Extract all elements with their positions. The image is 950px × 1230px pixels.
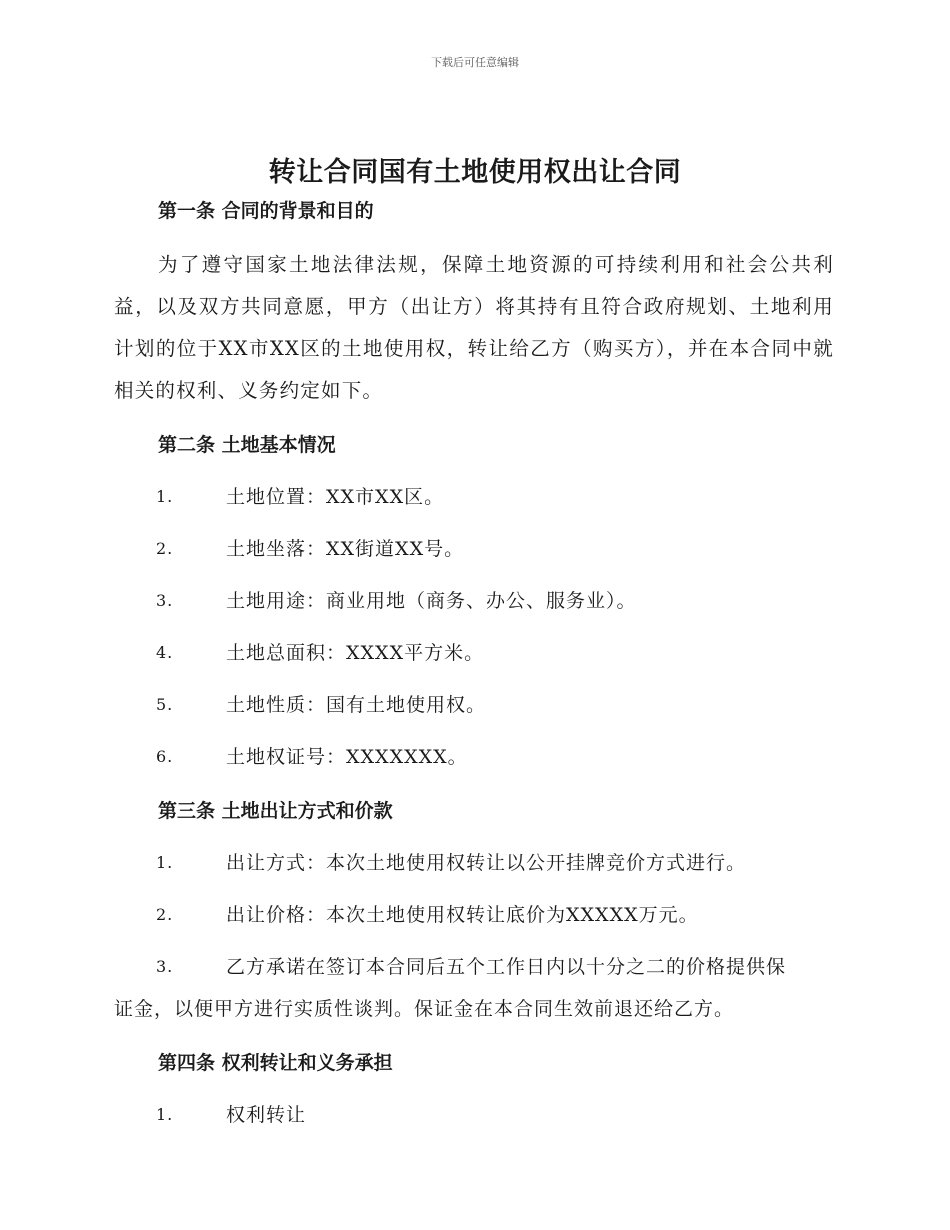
section-4 <box>114 1044 834 1136</box>
section-heading: 第二条 土地基本情况 <box>158 434 336 456</box>
list-number: 4. <box>156 643 174 662</box>
section-1 <box>114 192 834 412</box>
list-number: 6. <box>156 747 174 766</box>
list-item <box>114 946 834 1030</box>
document-body <box>114 192 834 1150</box>
list-item <box>114 736 834 778</box>
document-title: 转让合同国有土地使用权出让合同 <box>268 157 682 188</box>
section-heading: 第一条 合同的背景和目的 <box>158 200 374 222</box>
list-text: 出让价格：本次土地使用权转让底价为XXXXX万元。 <box>226 904 699 926</box>
list-number: 3. <box>156 957 174 976</box>
list-item <box>114 580 834 622</box>
list-text: 乙方承诺在签订本合同后五个工作日内以十分之二的价格提供保 <box>226 956 787 978</box>
list-item <box>114 632 834 674</box>
list-item <box>114 476 834 518</box>
list-text: 土地性质：国有土地使用权。 <box>226 694 487 716</box>
list-number: 2. <box>156 905 174 924</box>
list-number: 5. <box>156 695 174 714</box>
section-2 <box>114 426 834 778</box>
section-heading: 第三条 土地出让方式和价款 <box>158 800 393 822</box>
page-header: 下载后可任意编辑 <box>431 56 519 69</box>
list-number: 2. <box>156 539 174 558</box>
list-number: 1. <box>156 487 174 506</box>
list-number: 3. <box>156 591 174 610</box>
list-text: 土地权证号：XXXXXXX。 <box>226 746 468 768</box>
section-3 <box>114 792 834 1030</box>
numbered-list <box>114 476 834 778</box>
list-item <box>114 894 834 936</box>
numbered-list <box>114 1094 834 1136</box>
paragraph: 为了遵守国家土地法律法规，保障土地资源的可持续利用和社会公共利益，以及双方共同意愿，甲方（出让方）将其持有且符合政府规划、土地利用计划的位于XX市XX区的土地使用权，转让给乙方（购买方），并在本合同中就相关的权利、义务约定如下。 <box>114 253 834 402</box>
list-item <box>114 684 834 726</box>
list-text: 权利转让 <box>226 1104 307 1126</box>
list-text: 土地总面积：XXXX平方米。 <box>226 642 485 664</box>
list-text: 出让方式：本次土地使用权转让以公开挂牌竞价方式进行。 <box>226 852 747 874</box>
list-text: 土地坐落：XX街道XX号。 <box>226 538 465 560</box>
list-item <box>114 842 834 884</box>
list-text: 土地位置：XX市XX区。 <box>226 486 445 508</box>
list-number: 1. <box>156 853 174 872</box>
list-number: 1. <box>156 1105 174 1124</box>
list-item <box>114 1094 834 1136</box>
section-heading: 第四条 权利转让和义务承担 <box>158 1052 393 1074</box>
numbered-list <box>114 842 834 1030</box>
list-item <box>114 528 834 570</box>
list-text-continuation: 证金，以便甲方进行实质性谈判。保证金在本合同生效前退还给乙方。 <box>114 998 735 1020</box>
list-text: 土地用途：商业用地（商务、办公、服务业）。 <box>226 590 637 612</box>
